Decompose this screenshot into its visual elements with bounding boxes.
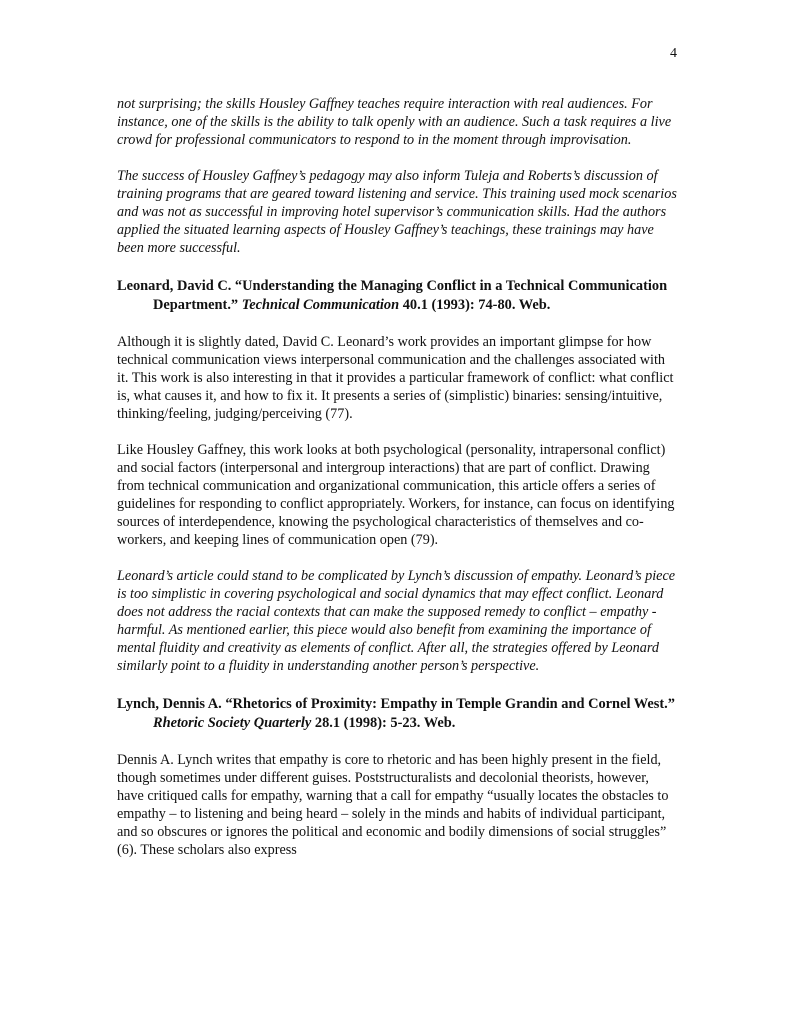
document-body (117, 95, 677, 859)
annotation-paragraph: The success of Housley Gaffney’s pedagogy may also inform Tuleja and Roberts’s discussion of training programs that are geared toward listening and service. This training used mock scenarios and was not as successful in improving hotel supervisor’s communication skills. Had the authors applied the situated learning aspects of Housley Gaffney’s teachings, these trainings may have been more successful. (117, 168, 677, 256)
annotation-paragraph: not surprising; the skills Housley Gaffney teaches require interaction with real audiences. For instance, one of the skills is the ability to talk openly with an audience. Such a task requires a live crowd for professional communicators to respond to in the moment through improvisation. (117, 96, 672, 148)
summary-paragraph: Like Housley Gaffney, this work looks at both psychological (personality, intrapersonal conflict) and social factors (interpersonal and intergroup interactions) that are part of conflict. Drawing from technical communication and organizational communication, this article offers a series of guidelines for responding to conflict appropriately. Workers, for instance, can focus on identifying sources of interdependence, knowing the psychological characteristics of themselves and co-workers, and keeping lines of communication open (79). (117, 442, 675, 548)
citation-lead: Leonard, David C. “Understanding the Managing Conflict in a Technical Communication Department.” (117, 278, 668, 313)
summary-paragraph: Although it is slightly dated, David C. Leonard’s work provides an important glimpse for how technical communication views interpersonal communication and the challenges associated with it. This work is also interesting in that it provides a particular framework of conflict: what conflict is, what causes it, and how to fix it. It presents a series of (simplistic) binaries: sensing/intuitive, thinking/feeling, judging/perceiving (77). (117, 334, 674, 422)
citation-leonard (117, 277, 677, 314)
citation-journal: Technical Communication (241, 296, 400, 313)
summary-paragraph: Dennis A. Lynch writes that empathy is core to rhetoric and has been highly present in the field, though sometimes under different guises. Poststructuralists and decolonial theorists, however, have critiqued calls for empathy, warning that a call for empathy “usually locates the obstacles to empathy – to listening and being heard – solely in the minds and habits of individual participant, and so obscures or ignores the political and economic and bodily dimensions of social struggles” (6). These scholars also express (117, 752, 669, 858)
citation-lead: Lynch, Dennis A. “Rhetorics of Proximity: Empathy in Temple Grandin and Cornel West.” (117, 696, 675, 712)
citation-journal: Rhetoric Society Quarterly (153, 714, 312, 731)
citation-tail: 40.1 (1993): 74-80. Web. (399, 296, 551, 313)
citation-tail: 28.1 (1998): 5-23. Web. (311, 714, 456, 731)
citation-lynch (117, 695, 677, 732)
page-number: 4 (670, 46, 677, 61)
annotation-paragraph: Leonard’s article could stand to be complicated by Lynch’s discussion of empathy. Leonard’s piece is too simplistic in covering psychological and social dynamics that may effect conflict. Leonard does not address the racial contexts that can make the supposed remedy to conflict – empathy - harmful. As mentioned earlier, this piece would also benefit from examining the importance of mental fluidity and creativity as elements of conflict. After all, the strategies offered by Leonard similarly point to a fluidity in understanding another person’s perspective. (117, 568, 676, 674)
